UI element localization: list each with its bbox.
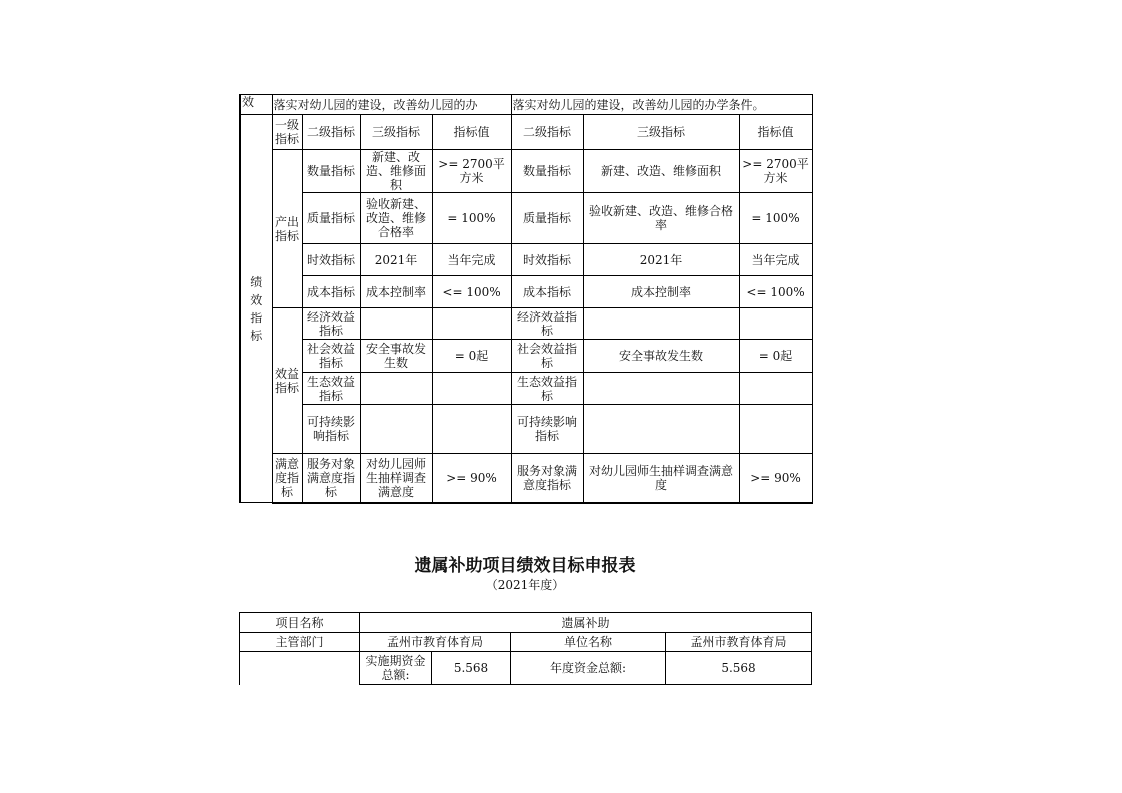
row-l3: [360, 373, 432, 405]
header-value-b: 指标值: [739, 115, 812, 150]
annual-value: 5.568: [666, 652, 812, 685]
row-l3-b: 2021年: [583, 244, 739, 276]
header-level1: 一级指标: [272, 115, 302, 150]
row-l2: 生态效益指标: [302, 373, 360, 405]
project-name: 遗属补助: [360, 613, 812, 633]
unit-value: 孟州市教育体育局: [666, 633, 812, 652]
row-l2-b: 成本指标: [511, 276, 583, 308]
row-value-b: [739, 405, 812, 454]
project-name-label: 项目名称: [240, 613, 360, 633]
row-l3-b: 对幼儿园师生抽样调查满意度: [583, 454, 739, 503]
row-l3-b: 成本控制率: [583, 276, 739, 308]
row-l3: 新建、改造、维修面积: [360, 150, 432, 193]
row-value-b: 当年完成: [739, 244, 812, 276]
perf-label: 绩效指标: [240, 115, 272, 503]
row-l2: 服务对象满意度指标: [302, 454, 360, 503]
goal-text-b: 落实对幼儿园的建设，改善幼儿园的办学条件。: [511, 95, 812, 115]
row-l2-b: 服务对象满意度指标: [511, 454, 583, 503]
header-value: 指标值: [432, 115, 511, 150]
row-l2-b: 数量指标: [511, 150, 583, 193]
dept-label: 主管部门: [240, 633, 360, 652]
row-l3: 验收新建、改造、维修合格率: [360, 193, 432, 244]
dept-value: 孟州市教育体育局: [360, 633, 511, 652]
row-l2: 质量指标: [302, 193, 360, 244]
row-value: >= 90%: [432, 454, 511, 503]
row-l3: 成本控制率: [360, 276, 432, 308]
row-l3: 对幼儿园师生抽样调查满意度: [360, 454, 432, 503]
blank-cell: [240, 652, 360, 685]
row-l2: 时效指标: [302, 244, 360, 276]
row-l2-b: 经济效益指标: [511, 308, 583, 340]
total-label: 实施期资金总额:: [360, 652, 432, 685]
row-value: = 100%: [432, 193, 511, 244]
group-benefit: 效益指标: [272, 308, 302, 454]
goal-label: 效: [240, 95, 272, 115]
row-l2: 社会效益指标: [302, 340, 360, 373]
row-l3-b: [583, 405, 739, 454]
row-value-b: >= 90%: [739, 454, 812, 503]
row-value: = 0起: [432, 340, 511, 373]
row-l3: [360, 308, 432, 340]
row-l2-b: 社会效益指标: [511, 340, 583, 373]
row-l3: 2021年: [360, 244, 432, 276]
project-info-table: [239, 612, 812, 685]
row-l2: 数量指标: [302, 150, 360, 193]
row-value-b: <= 100%: [739, 276, 812, 308]
group-output: 产出指标: [272, 150, 302, 308]
row-l2-b: 生态效益指标: [511, 373, 583, 405]
group-satisfaction: 满意度指标: [272, 454, 302, 503]
row-value: >= 2700平方米: [432, 150, 511, 193]
row-value: 当年完成: [432, 244, 511, 276]
row-value: [432, 308, 511, 340]
form-year: （2021年度）: [485, 578, 565, 592]
row-l3: 安全事故发生数: [360, 340, 432, 373]
total-value: 5.568: [432, 652, 511, 685]
performance-table: [239, 94, 813, 504]
row-l3-b: 验收新建、改造、维修合格率: [583, 193, 739, 244]
row-l3-b: 安全事故发生数: [583, 340, 739, 373]
row-l3-b: [583, 373, 739, 405]
row-l3-b: 新建、改造、维修面积: [583, 150, 739, 193]
row-value-b: = 100%: [739, 193, 812, 244]
row-l3: [360, 405, 432, 454]
row-l3-b: [583, 308, 739, 340]
row-value-b: [739, 373, 812, 405]
row-value: [432, 373, 511, 405]
row-l2: 可持续影响指标: [302, 405, 360, 454]
unit-label: 单位名称: [511, 633, 666, 652]
row-l2-b: 质量指标: [511, 193, 583, 244]
row-value: [432, 405, 511, 454]
annual-label: 年度资金总额:: [511, 652, 666, 685]
header-level2-b: 二级指标: [511, 115, 583, 150]
header-level3: 三级指标: [360, 115, 432, 150]
form-title: 遗属补助项目绩效目标申报表: [414, 556, 636, 576]
row-l2: 经济效益指标: [302, 308, 360, 340]
row-l2-b: 可持续影响指标: [511, 405, 583, 454]
goal-text-a: 落实对幼儿园的建设，改善幼儿园的办: [272, 95, 511, 115]
row-value: <= 100%: [432, 276, 511, 308]
header-level2: 二级指标: [302, 115, 360, 150]
row-value-b: >= 2700平方米: [739, 150, 812, 193]
header-level3-b: 三级指标: [583, 115, 739, 150]
row-value-b: [739, 308, 812, 340]
row-value-b: = 0起: [739, 340, 812, 373]
row-l2: 成本指标: [302, 276, 360, 308]
row-l2-b: 时效指标: [511, 244, 583, 276]
